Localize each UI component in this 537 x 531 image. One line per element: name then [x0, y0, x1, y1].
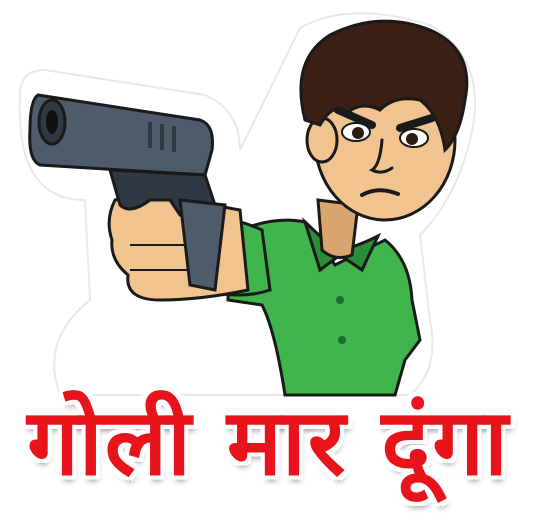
caption-text: गोली मार दूंगा: [27, 389, 510, 496]
